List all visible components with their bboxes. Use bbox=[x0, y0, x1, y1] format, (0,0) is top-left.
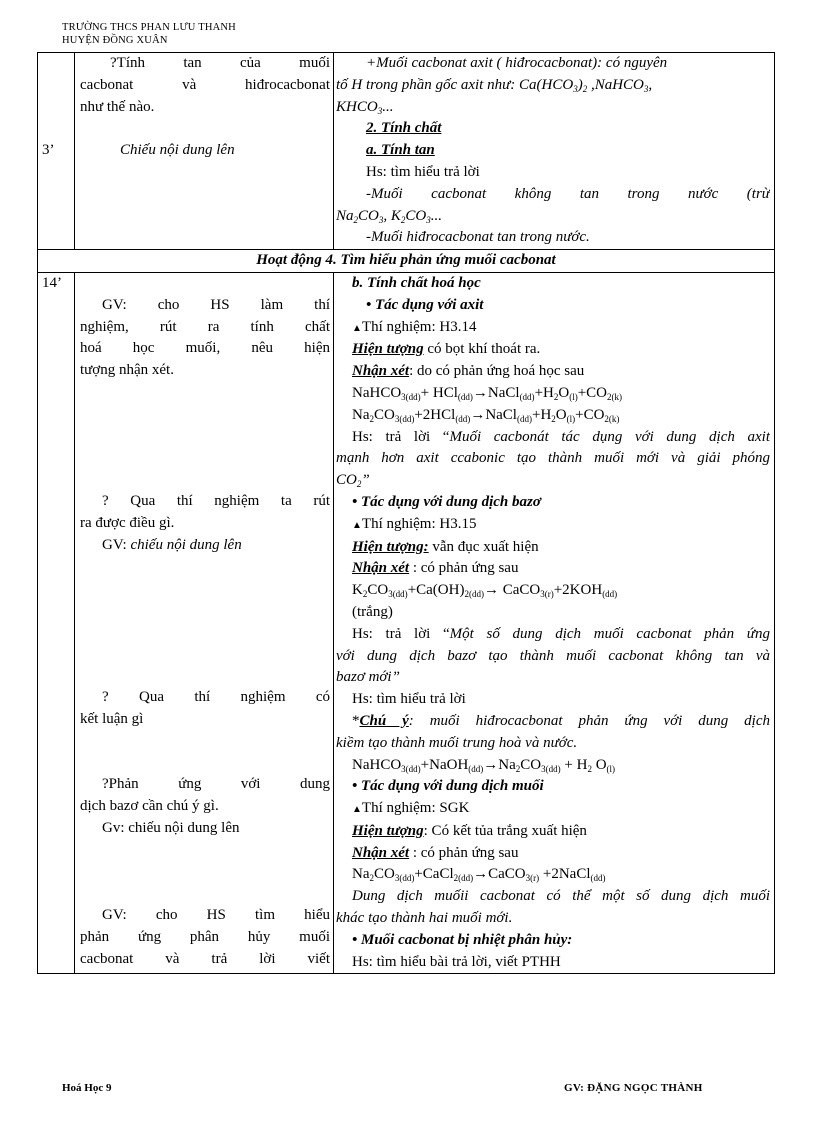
content-line: ▲Thí nghiệm: H3.14 bbox=[352, 318, 477, 335]
content-line: ▲Thí nghiệm: SGK bbox=[352, 800, 470, 817]
content-line: Hiện tượng: Có kết tủa trắng xuất hiện bbox=[352, 822, 587, 839]
time-label: 14’ bbox=[42, 274, 62, 291]
section-row bbox=[38, 250, 775, 273]
content-line: Hiện tượng có bọt khí thoát ra. bbox=[352, 341, 541, 358]
content-line: Hs: tìm hiểu trả lời bbox=[366, 163, 480, 180]
lesson-table bbox=[37, 52, 775, 974]
time-label: 3’ bbox=[42, 142, 55, 159]
content-line: Hs: tìm hiểu bài trả lời, viết PTHH bbox=[352, 953, 561, 970]
content-line: -Muối hiđrocacbonat tan trong nước. bbox=[366, 229, 590, 246]
content-line: (trắng) bbox=[352, 603, 393, 620]
content-line: ▲Thí nghiệm: H3.15 bbox=[352, 515, 477, 532]
school-name: TRƯỜNG THCS PHAN LƯU THANH bbox=[62, 22, 236, 33]
content-line: Hs: trả lời “Một số dung dịch muối cacbonat phản ứng bbox=[352, 625, 770, 642]
content-line: bazơ mới” bbox=[336, 669, 400, 686]
district-name: HUYỆN ĐỒNG XUÂN bbox=[62, 35, 168, 46]
table-row bbox=[38, 272, 775, 974]
bullet-base: • Tác dụng với dung dịch bazơ bbox=[352, 493, 541, 510]
content-cell bbox=[334, 272, 775, 974]
time-cell bbox=[38, 272, 75, 974]
content-line: khác tạo thành hai muối mới. bbox=[336, 910, 513, 927]
content-line: Hs: tìm hiểu trả lời bbox=[352, 691, 466, 708]
content-line: Nhận xét: do có phản ứng hoá học sau bbox=[352, 363, 585, 380]
equation: $Na_2CO_{3(dd)}+2HCl_{(dd)}\to NaCl_{(dd)}+H_2O_{(l)}+CO_{2(k)}$ bbox=[352, 406, 620, 424]
heading-solubility: a. Tính tan bbox=[366, 142, 435, 159]
content-line: Nhận xét : có phản ứng sau bbox=[352, 560, 519, 577]
content-line: tố H trong phần gốc axit như: $Ca(HCO_3)_2$ ,NaHCO$_3$, bbox=[336, 76, 653, 94]
teacher-line: nghiệm, rút ra tính chất bbox=[80, 318, 330, 335]
teacher-line: Chiếu nội dung lên bbox=[120, 142, 235, 159]
teacher-line: tượng nhận xét. bbox=[80, 362, 174, 379]
teacher-line: ?Tính tan của muối bbox=[110, 55, 330, 71]
heading-chemical-properties: b. Tính chất hoá học bbox=[352, 274, 481, 291]
teacher-line: ?Phản ứng với dung bbox=[102, 776, 330, 793]
content-line: Nhận xét : có phản ứng sau bbox=[352, 844, 519, 861]
teacher-line: phản ứng phân hủy muối bbox=[80, 928, 330, 945]
content-line: +Muối cacbonat axit ( hiđrocacbonat): có nguyên bbox=[366, 55, 668, 71]
teacher-line: ? Qua thí nghiệm ta rút bbox=[102, 492, 330, 509]
content-line: *Chú ý: muối hiđrocacbonat phản ứng với dung dịch bbox=[352, 712, 770, 729]
bullet-acid: • Tác dụng với axit bbox=[366, 296, 484, 313]
heading-properties: 2. Tính chất bbox=[366, 120, 442, 137]
equation: $Na_2CO_{3(dd)}+CaCl_{2(dd)}\to CaCO_{3(r)}$ +2NaCl$_{(dd)}$ bbox=[352, 866, 606, 884]
teacher-line: cacbonat và hiđrocacbonat bbox=[80, 76, 330, 93]
footer-teacher: GV: ĐẶNG NGỌC THÀNH bbox=[564, 1082, 703, 1094]
equation: $K_2CO_{3(dd)}+Ca(OH)_{2(dd)}\to$ $CaCO_{3(r)}+2KOH_{(dd)}$ bbox=[352, 582, 618, 600]
content-line: Hiện tượng: vẫn đục xuất hiện bbox=[352, 538, 539, 555]
section-title: Hoạt động 4. Tìm hiểu phản ứng muối cacbonat bbox=[38, 250, 775, 273]
triangle-icon: ▲ bbox=[352, 804, 362, 816]
equation: NaHCO$_{3(dd)}$+ $HCl_{(dd)}\to NaCl_{(dd)}+H_2O_{(l)}+CO_{2(k)}$ bbox=[352, 384, 622, 402]
teacher-line: như thế nào. bbox=[80, 98, 155, 115]
teacher-line: cacbonat và trả lời viết bbox=[80, 950, 330, 967]
teacher-line: hoá học muối, nêu hiện bbox=[80, 340, 330, 357]
equation: $NaHCO_{3(dd)}+NaOH_{(dd)}\to Na_2CO_{3(dd)} + H_2$ $O_{(l)}$ bbox=[352, 756, 616, 774]
teacher-line: kết luận gì bbox=[80, 710, 144, 727]
teacher-line: ? Qua thí nghiệm có bbox=[102, 689, 330, 706]
footer-subject: Hoá Học 9 bbox=[62, 1082, 112, 1094]
teacher-line: GV: cho HS tìm hiểu bbox=[102, 907, 330, 924]
content-line: Hs: trả lời “Muối cacbonát tác dụng với dung dịch axit bbox=[352, 428, 770, 445]
teacher-line: GV: cho HS làm thí bbox=[102, 296, 330, 313]
content-line: $KHCO_3$... bbox=[336, 98, 394, 116]
triangle-icon: ▲ bbox=[352, 322, 362, 334]
content-line: $CO_2$” bbox=[336, 472, 370, 490]
content-line: mạnh hơn axit ccabonic tạo thành muối mới và giải phóng bbox=[336, 450, 770, 467]
triangle-icon: ▲ bbox=[352, 519, 362, 531]
teacher-line: dịch bazơ cần chú ý gì. bbox=[80, 798, 219, 815]
teacher-cell bbox=[75, 272, 334, 974]
bullet-thermal: • Muối cacbonat bị nhiệt phân hủy: bbox=[352, 931, 573, 948]
content-line: Dung dịch muốii cacbonat có thể một số dung dịch muối bbox=[352, 888, 770, 905]
content-line: -Muối cacbonat không tan trong nước (trừ bbox=[366, 185, 770, 202]
content-line: $Na_2CO_3$, $K_2CO_3$... bbox=[336, 207, 442, 225]
teacher-line: Gv: chiếu nội dung lên bbox=[102, 819, 240, 836]
teacher-cell bbox=[75, 53, 334, 250]
content-line: kiềm tạo thành muối trung hoà và nước. bbox=[336, 734, 578, 751]
table-row bbox=[38, 53, 775, 250]
time-cell bbox=[38, 53, 75, 250]
content-line: với dung dịch bazơ tạo thành muối cacbonat không tan và bbox=[336, 647, 770, 664]
teacher-line: ra được điều gì. bbox=[80, 514, 175, 531]
content-cell bbox=[334, 53, 775, 250]
bullet-salt: • Tác dụng với dung dịch muối bbox=[352, 778, 544, 795]
teacher-line: GV: chiếu nội dung lên bbox=[102, 536, 242, 553]
